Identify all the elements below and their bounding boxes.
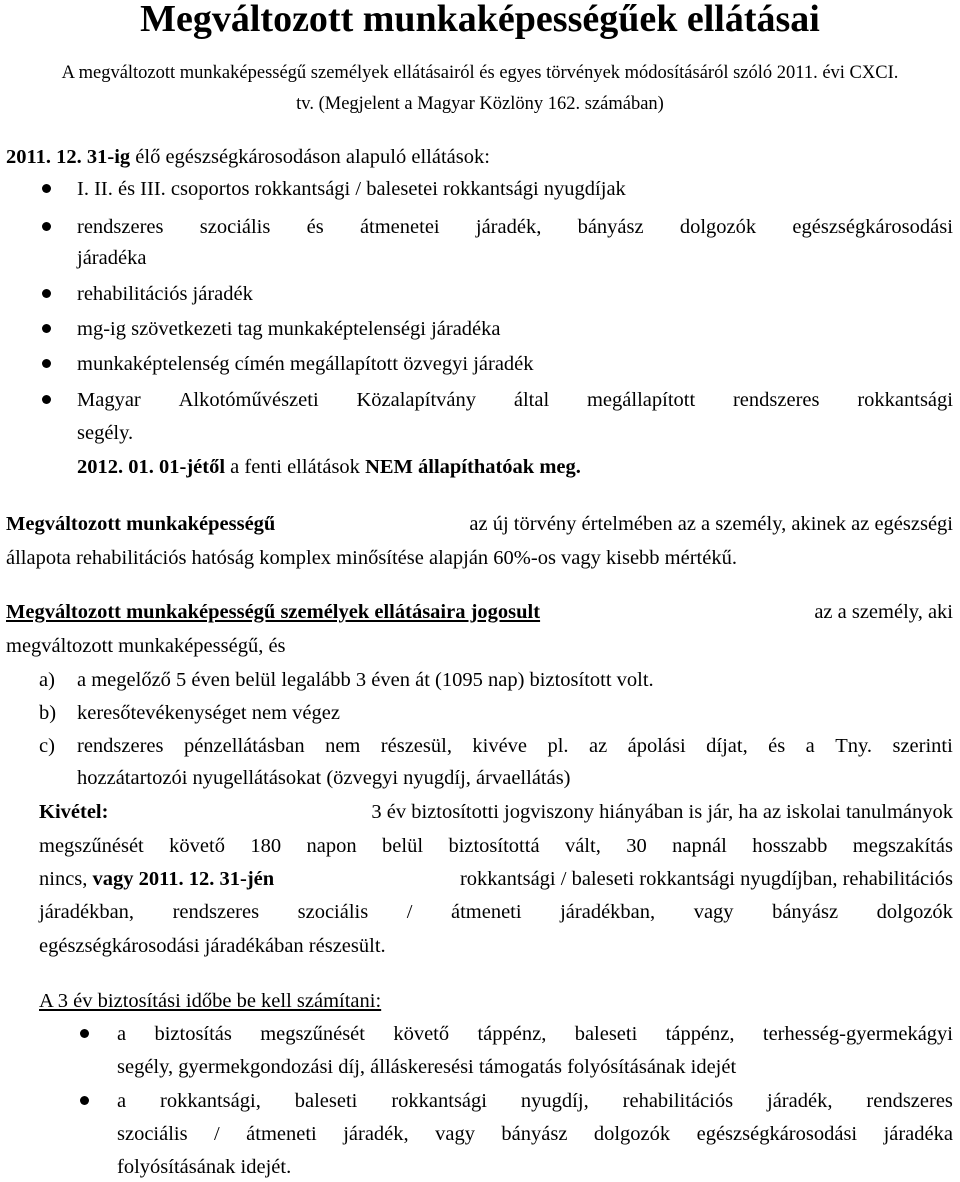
eligibility-item-marker: b) [39,702,57,724]
exception-line-3-rest: rokkantsági / baleseti rokkantsági nyugdíjban, rehabilitációs [454,868,953,890]
word: átmeneti [450,901,522,923]
word: átmenetei [359,216,440,238]
page-title: Megváltozott munkaképességűek ellátásai [140,0,820,40]
word: vagy [693,901,734,923]
word: biztosítottá [448,835,540,857]
word: táppénz, [665,1023,735,1045]
word: és [306,216,324,238]
closing-emphasis: NEM állapíthatóak meg. [365,456,581,478]
word: díjat, [706,735,748,757]
word: egészségkárosodási [792,216,953,238]
word: rendszeres [732,389,820,411]
eligibility-item-continuation: hozzátartozói nyugellátásokat (özvegyi nyugdíj, árvaellátás) [77,767,571,789]
bullet-icon [42,359,51,368]
word: járadék, [767,1090,833,1112]
word: járadékban, [560,901,656,923]
section1-heading-text: élő egészségkárosodáson alapuló ellátások: [130,146,490,168]
bullet-icon [42,184,51,193]
word: bányász [501,1123,568,1145]
eligibility-line-1 [6,599,953,625]
word: bányász [577,216,644,238]
word: baleseti [574,1023,638,1045]
section1-heading-date: 2011. 12. 31-ig [6,146,131,168]
definition-line-1 [6,511,953,537]
word: kivéve [472,735,528,757]
bullet-icon [42,395,51,404]
list-item [77,387,953,413]
subtitle-line-2: tv. (Megjelent a Magyar Közlöny 162. számában) [296,94,664,114]
word: / [214,1123,220,1145]
word: a [117,1090,127,1112]
counting-heading [39,988,381,1014]
word: rendszeres [172,901,260,923]
word: megszűnését [260,1023,365,1045]
eligibility-item: a megelőző 5 éven belül legalább 3 éven át (1095 nap) biztosított volt. [77,669,654,691]
definition-text: az új törvény értelmében az a személy, akinek az egészségi [464,513,953,535]
word: nem [325,735,361,757]
exception-date: vagy 2011. 12. 31-jén [92,868,275,890]
list-item: mg-ig szövetkezeti tag munkaképtelenségi járadéka [77,318,501,340]
eligibility-item [77,733,953,759]
word: 180 [250,835,282,857]
closing-text: a fenti ellátások [225,456,366,478]
subtitle [0,58,960,120]
bullet-icon [42,222,51,231]
word: vált, [564,835,601,857]
bullet-icon [42,289,51,298]
word: 30 [626,835,647,857]
list-item-continuation: segély. [77,422,134,444]
eligibility-text: az a személy, aki [809,601,953,623]
word: megállapított [586,389,696,411]
word: követő [169,835,225,857]
word: és [768,735,786,757]
word: szociális [117,1123,188,1145]
word: egészségkárosodási [696,1123,858,1145]
word: napon [306,835,357,857]
exception-line-3-start [39,866,274,892]
word: ápolási [627,735,686,757]
counting-item-2-line-3: folyósításának idejét. [117,1156,292,1178]
exception-line-4 [39,899,953,925]
eligibility-item-marker: a) [39,669,55,691]
word: rendszeres [866,1090,953,1112]
exception-line-5: egészségkárosodási járadékában részesült. [39,935,386,957]
word: szociális [199,216,271,238]
word: követő [393,1023,450,1045]
word: pl. [547,735,569,757]
word: belül [382,835,424,857]
eligibility-term-text: Megváltozott munkaképességű személyek ellátásaira jogosult [6,601,541,623]
word: szerinti [892,735,953,757]
word: pénzellátásban [183,735,305,757]
word: megszűnését [39,835,144,857]
counting-item-2-line-2 [117,1121,953,1147]
word: a [805,735,815,757]
word: szociális [297,901,369,923]
eligibility-term [6,599,540,625]
list-item-continuation: járadéka [77,247,147,269]
word: az [589,735,608,757]
bullet-icon [42,324,51,333]
word: táppénz, [477,1023,547,1045]
subtitle-line-1: A megváltozott munkaképességű személyek ellátásairól és egyes törvények módosításáról szóló 2011. évi CXCI. [61,63,899,83]
exception-line-1 [39,799,953,825]
word: napnál [672,835,727,857]
word: rehabilitációs [622,1090,734,1112]
exception-text: 3 év biztosítotti jogviszony hiányában is jár, ha az iskolai tanulmányok [366,801,953,823]
word: dolgozók [593,1123,671,1145]
exception-line-3 [39,866,953,892]
closing-date: 2012. 01. 01-jétől [77,456,226,478]
word: járadék, [475,216,542,238]
word: Alkotóművészeti [178,389,319,411]
exception-pre: nincs, [39,868,93,890]
word: bányász [772,901,839,923]
section1-heading [6,144,490,170]
word: által [513,389,550,411]
word: rokkantsági [391,1090,487,1112]
word: hosszabb [752,835,828,857]
word: járadék, [343,1123,409,1145]
word: rokkantsági [857,389,953,411]
word: megszakítás [852,835,953,857]
word: átmeneti [246,1123,317,1145]
bullet-icon [80,1096,89,1105]
list-item: rehabilitációs járadék [77,283,253,305]
word: Közalapítvány [356,389,477,411]
list-item: munkaképtelenség címén megállapított özvegyi járadék [77,353,534,375]
definition-term: Megváltozott munkaképességű [6,513,276,535]
word: járadékban, [39,901,135,923]
word: Tny. [835,735,873,757]
word: dolgozók [679,216,757,238]
counting-item-1-line-1 [117,1021,953,1047]
counting-heading-text: A 3 év biztosítási időbe be kell számítani: [39,990,382,1012]
word: rendszeres [77,735,164,757]
exception-line-2 [39,833,953,859]
word: nyugdíj, [520,1090,589,1112]
word: Magyar [77,389,141,411]
word: dolgozók [876,901,953,923]
word: / [406,901,413,923]
word: biztosítás [154,1023,232,1045]
word: rendszeres [77,216,164,238]
word: járadéka [883,1123,953,1145]
counting-item-2-line-1 [117,1088,953,1114]
counting-item-1-line-2: segély, gyermekgondozási díj, álláskeresési támogatás folyósításának idejét [117,1056,737,1078]
word: a [117,1023,127,1045]
list-item [77,214,953,240]
definition-line-2: állapota rehabilitációs hatóság komplex minősítése alapján 60%-os vagy kisebb mértékű. [6,547,737,569]
word: vagy [435,1123,475,1145]
eligibility-line-2: megváltozott munkaképességű, és [6,635,286,657]
eligibility-item: keresőtevékenységet nem végez [77,702,340,724]
bullet-icon [80,1029,89,1038]
exception-label: Kivétel: [39,801,109,823]
section1-closing [77,454,581,480]
eligibility-item-marker: c) [39,735,55,757]
list-item: I. II. és III. csoportos rokkantsági / balesetei rokkantsági nyugdíjak [77,178,626,200]
word: részesül, [380,735,452,757]
word: baleseti [294,1090,358,1112]
word: rokkantsági, [160,1090,261,1112]
word: terhesség-gyermekágyi [762,1023,953,1045]
